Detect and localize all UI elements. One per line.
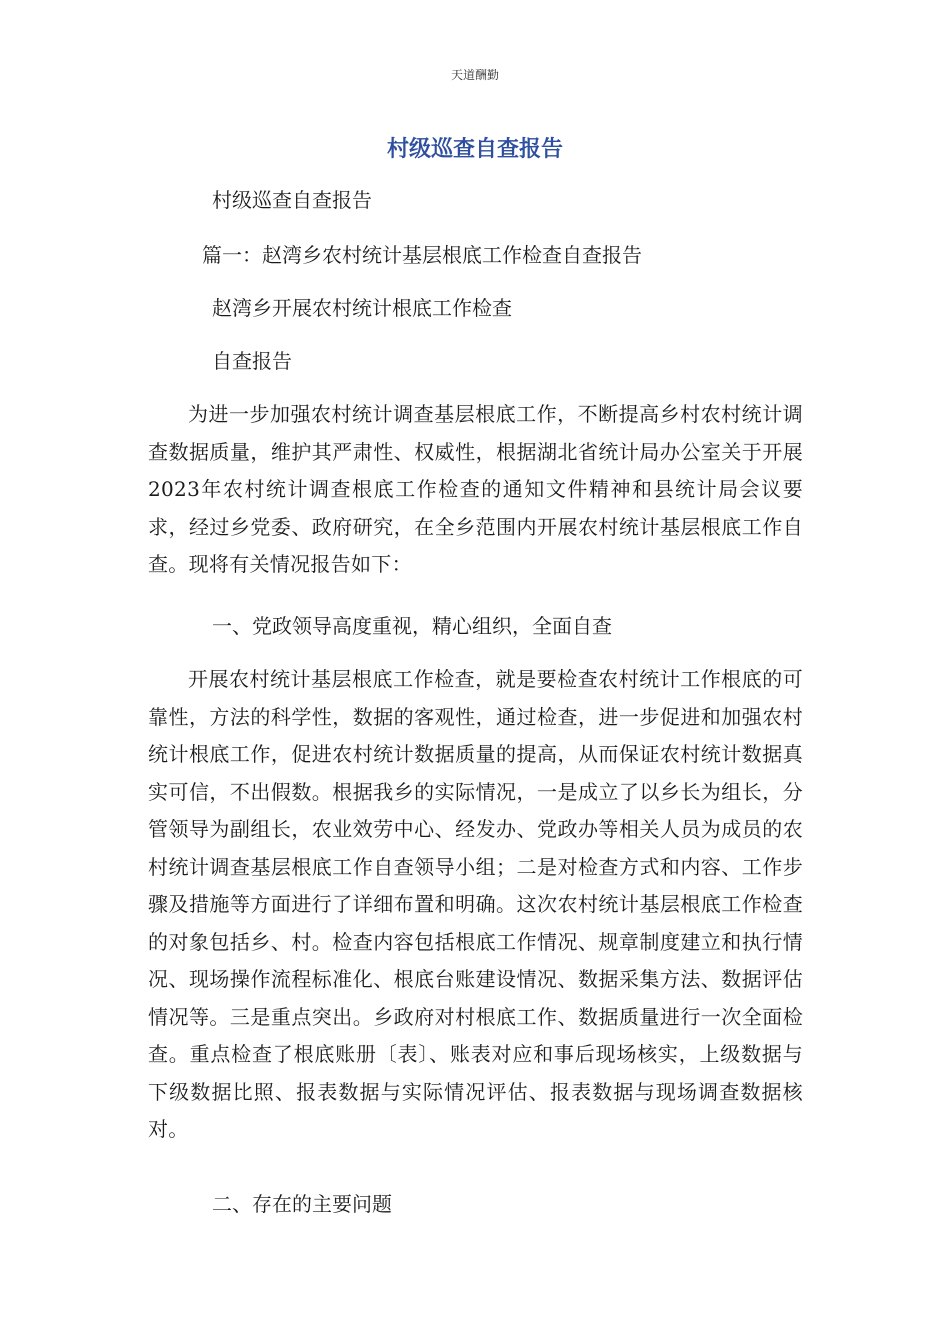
- section-1-heading: 一、党政领导高度重视，精心组织，全面自查: [212, 614, 612, 638]
- document-title: 村级巡查自查报告: [386, 137, 563, 162]
- report-title-line-1: 赵湾乡开展农村统计根底工作检查: [212, 296, 512, 320]
- page-header: 天道酬勤: [450, 68, 499, 82]
- report-title-line-2: 自查报告: [212, 349, 292, 373]
- section-2-heading: 二、存在的主要问题: [212, 1192, 392, 1216]
- intro-paragraph: 为进一步加强农村统计调查基层根底工作，不断提高乡村农村统计调查数据质量，维护其严肃性、权威性，根据湖北省统计局办公室关于开展2023年农村统计调查根底工作检查的通知文件精神和县统计局会议要求，经过乡党委、政府研究，在全乡范围内开展农村统计基层根底工作自查。现将有关情况报告如下：: [148, 402, 803, 576]
- section-1-body: 开展农村统计基层根底工作检查，就是要检查农村统计工作根底的可靠性，方法的科学性，数据的客观性，通过检查，进一步促进和加强农村统计根底工作，促进农村统计数据质量的提高，从而保证农村统计数据真实可信，不出假数。根据我乡的实际情况，一是成立了以乡长为组长，分管领导为副组长，农业效劳中心、经发办、党政办等相关人员为成员的农村统计调查基层根底工作自查领导小组；二是对检查方式和内容、工作步骤及措施等方面进行了详细布置和明确。这次农村统计基层根底工作检查的对象包括乡、村。检查内容包括根底工作情况、规章制度建立和执行情况、现场操作流程标准化、根底台账建设情况、数据采集方法、数据评估情况等。三是重点突出。乡政府对村根底工作、数据质量进行一次全面检查。重点检查了根底账册〔表〕、账表对应和事后现场核实，上级数据与下级数据比照、报表数据与实际情况评估、报表数据与现场调查数据核对。: [148, 667, 803, 1141]
- chapter-heading: 篇一：赵湾乡农村统计基层根底工作检查自查报告: [202, 243, 642, 267]
- subtitle-line: 村级巡查自查报告: [212, 188, 372, 212]
